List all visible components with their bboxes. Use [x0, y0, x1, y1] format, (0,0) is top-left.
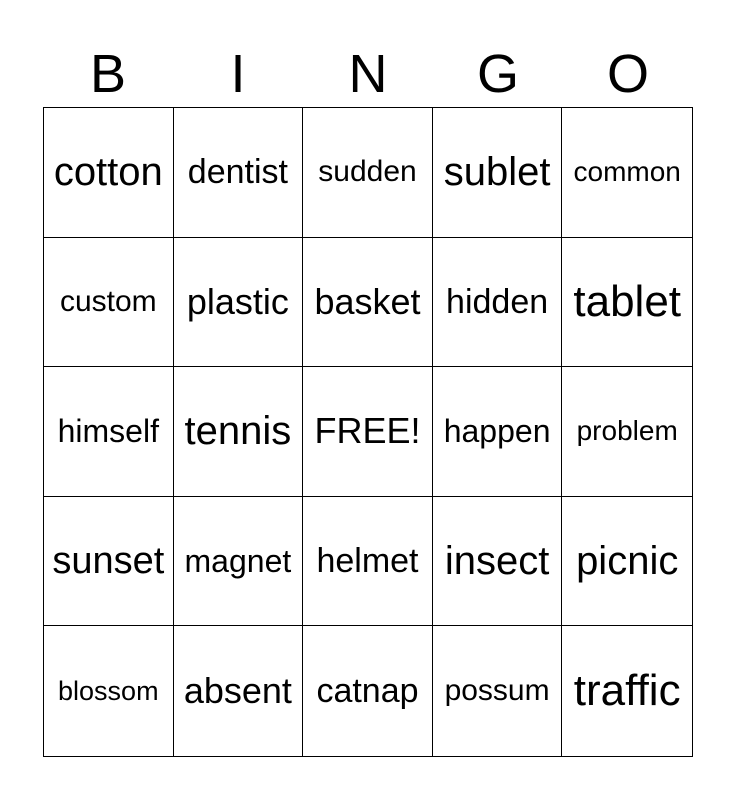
bingo-cell: hidden [433, 238, 563, 368]
bingo-cell: custom [44, 238, 174, 368]
bingo-cell: dentist [174, 108, 304, 238]
bingo-cell: traffic [573, 666, 681, 716]
bingo-cell: blossom [44, 626, 174, 756]
bingo-cell: himself [44, 367, 174, 497]
bingo-cell: sublet [433, 108, 563, 238]
header-letter-i: I [230, 44, 246, 104]
bingo-cell: cotton [44, 108, 174, 238]
header-letter-n: N [348, 44, 388, 104]
bingo-cell: problem [562, 367, 692, 497]
bingo-cell: picnic [562, 497, 692, 627]
bingo-cell: happen [433, 367, 563, 497]
bingo-cell: sudden [303, 108, 433, 238]
header-letter-g: G [476, 44, 519, 104]
bingo-cell: catnap [303, 626, 433, 756]
bingo-cell: possum [433, 626, 563, 756]
bingo-header [43, 40, 693, 108]
header-letter-o: O [606, 44, 649, 104]
bingo-card [43, 107, 693, 757]
bingo-cell: basket [303, 238, 433, 368]
header-letter-b: B [89, 44, 127, 104]
bingo-cell: helmet [303, 497, 433, 627]
bingo-cell: absent [174, 626, 304, 756]
bingo-cell: common [562, 108, 692, 238]
bingo-cell: magnet [174, 497, 304, 627]
bingo-cell: tennis [174, 367, 304, 497]
bingo-cell: insect [433, 497, 563, 627]
free-space: FREE! [303, 367, 433, 497]
bingo-cell: plastic [174, 238, 304, 368]
bingo-cell: sunset [44, 497, 174, 627]
bingo-cell: tablet [562, 238, 692, 368]
